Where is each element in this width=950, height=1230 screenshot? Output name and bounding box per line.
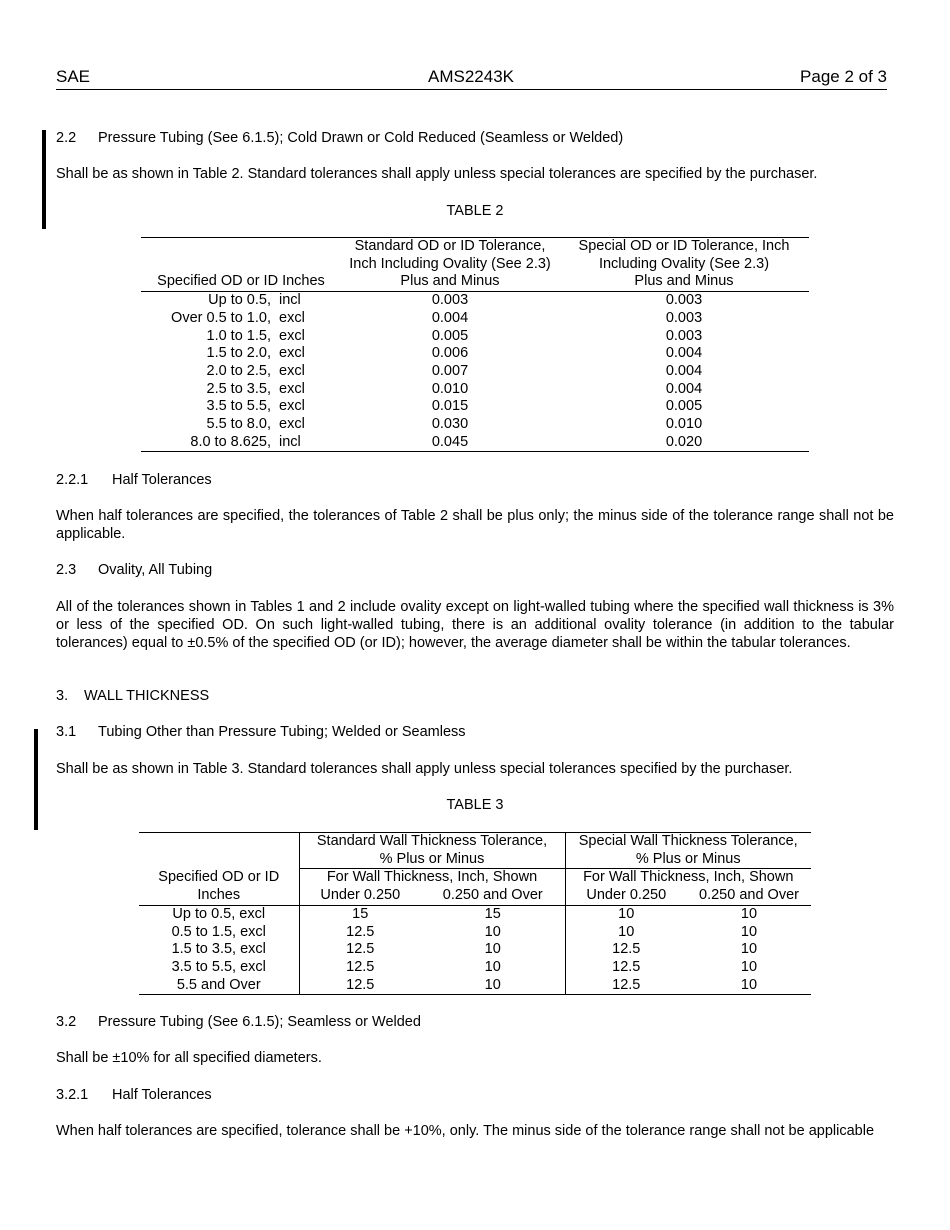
range-value: 1.0 to 1.5,	[206, 327, 271, 344]
special-cell: 0.004	[665, 380, 703, 397]
range-cell: 3.5 to 5.5, excl	[139, 959, 299, 977]
standard-cell: 0.010	[431, 380, 469, 397]
range-value: 3.5 to 5.5,	[206, 398, 271, 415]
table3-header-standard	[299, 833, 565, 869]
section-title: Tubing Other than Pressure Tubing; Welded or Seamless	[98, 724, 466, 740]
range-value: 5.5 to 8.0,	[206, 416, 271, 433]
section-number: 2.3	[56, 562, 77, 578]
table-row	[141, 292, 809, 310]
section-number: 3.	[56, 688, 69, 704]
standard-cell: 0.003	[431, 292, 469, 309]
special-cell: 0.003	[665, 327, 703, 344]
range-value: 1.5 to 2.0,	[206, 345, 271, 362]
range-value: 2.0 to 2.5,	[206, 362, 271, 379]
spc-under-cell: 10	[618, 905, 635, 922]
section-heading-3-1	[56, 723, 466, 741]
standard-cell: 0.006	[431, 345, 469, 362]
spc-under-cell: 10	[618, 923, 635, 940]
header-line: Plus and Minus	[634, 273, 734, 290]
header-line: % Plus or Minus	[379, 850, 485, 867]
paragraph-3-2: Shall be ±10% for all specified diameters.	[56, 1050, 322, 1066]
revision-bar	[34, 729, 38, 830]
table-row	[139, 924, 811, 942]
spc-under-cell: 12.5	[612, 941, 641, 958]
standard-cell: 0.007	[431, 362, 469, 379]
range-value: Over 0.5 to 1.0,	[171, 309, 271, 326]
section-number: 2.2.1	[56, 472, 89, 488]
standard-cell: 0.005	[431, 327, 469, 344]
table3-subheader-special: For Wall Thickness, Inch, Shown	[583, 869, 794, 886]
section-number: 3.1	[56, 724, 77, 740]
table-row	[141, 345, 809, 363]
table-row	[139, 977, 811, 995]
range-qualifier: excl	[279, 309, 305, 326]
special-cell: 0.003	[665, 292, 703, 309]
std-over-cell: 10	[421, 941, 565, 959]
standard-cell: 0.030	[431, 416, 469, 433]
special-cell: 0.003	[665, 309, 703, 326]
table-row	[139, 941, 811, 959]
table3-header-spc-under: Under 0.250	[565, 887, 687, 905]
range-cell	[141, 434, 341, 452]
section-heading-3-2-1	[56, 1086, 212, 1104]
standard-cell: 0.004	[431, 309, 469, 326]
page-header	[56, 67, 887, 90]
range-cell	[141, 310, 341, 328]
std-under-cell: 15	[352, 905, 369, 922]
header-line: Inch Including Ovality (See 2.3)	[349, 255, 551, 272]
section-title: Pressure Tubing (See 6.1.5); Seamless or Welded	[98, 1014, 421, 1030]
std-under-cell: 12.5	[346, 941, 375, 958]
table-row	[141, 434, 809, 452]
special-cell: 0.005	[665, 398, 703, 415]
section-title: Pressure Tubing (See 6.1.5); Cold Drawn or Cold Reduced (Seamless or Welded)	[98, 130, 624, 146]
special-cell: 0.010	[665, 416, 703, 433]
spc-over-cell: 10	[740, 905, 758, 922]
range-value: 8.0 to 8.625,	[190, 433, 271, 450]
range-value: 2.5 to 3.5,	[206, 380, 271, 397]
spc-over-cell: 10	[740, 923, 758, 940]
range-cell: Up to 0.5, excl	[139, 905, 299, 923]
section-heading-2-2-1	[56, 471, 212, 489]
header-line: Standard Wall Thickness Tolerance,	[316, 833, 548, 849]
std-under-cell: 12.5	[346, 923, 375, 940]
section-number: 3.2.1	[56, 1087, 89, 1103]
spc-over-cell: 10	[740, 976, 758, 993]
table-row	[139, 959, 811, 977]
table3-header-std-over: 0.250 and Over	[421, 887, 565, 905]
header-line: Including Ovality (See 2.3)	[598, 255, 770, 272]
table2-caption: TABLE 2	[446, 203, 504, 219]
section-title: Half Tolerances	[112, 472, 212, 488]
section-heading-3-2	[56, 1013, 421, 1031]
paragraph-2-2-1: When half tolerances are specified, the tolerances of Table 2 shall be plus only; the minus side of the tolerance range shall not be applicable.	[56, 508, 894, 542]
table-row	[141, 363, 809, 381]
std-over-cell: 10	[421, 977, 565, 995]
special-cell: 0.020	[665, 433, 703, 450]
header-line: Special Wall Thickness Tolerance,	[578, 833, 798, 849]
spc-under-cell: 12.5	[612, 958, 641, 975]
special-cell: 0.004	[665, 362, 703, 379]
table-3	[139, 832, 811, 995]
paragraph-2-3: All of the tolerances shown in Tables 1 and 2 include ovality except on light-walled tubing where the specified wall thickness is 3% or less of the specified OD. On such light-walled tubing, there is an additional ovality tolerance (in addition to the tabular tolerances) equal to ±0.5% of the specified OD (or ID); however, the average diameter shall be within the tabular tolerances.	[56, 599, 894, 651]
range-qualifier: excl	[279, 345, 305, 362]
standard-cell: 0.045	[431, 433, 469, 450]
range-cell	[141, 416, 341, 434]
paragraph-3-1: Shall be as shown in Table 3. Standard tolerances shall apply unless special tolerances specified by the purchaser.	[56, 761, 793, 777]
section-title: Ovality, All Tubing	[98, 562, 213, 578]
range-qualifier: incl	[279, 292, 301, 309]
range-cell	[141, 328, 341, 346]
header-line: Plus and Minus	[400, 273, 500, 290]
range-cell: 1.5 to 3.5, excl	[139, 941, 299, 959]
paragraph-3-2-1: When half tolerances are specified, tolerance shall be +10%, only. The minus side of the tolerance range shall not be applicable	[56, 1123, 875, 1139]
header-line: Special OD or ID Tolerance, Inch	[578, 238, 790, 254]
table2-header-size: Specified OD or ID Inches	[141, 238, 341, 292]
std-under-cell: 12.5	[346, 976, 375, 993]
table-row	[141, 328, 809, 346]
range-value: Up to 0.5,	[208, 292, 271, 309]
range-cell	[141, 398, 341, 416]
header-line: Inches	[197, 887, 241, 904]
std-under-cell: 12.5	[346, 958, 375, 975]
paragraph-2-2: Shall be as shown in Table 2. Standard tolerances shall apply unless special tolerances are specified by the purchaser.	[56, 166, 818, 182]
range-qualifier: excl	[279, 398, 305, 415]
std-over-cell: 10	[421, 924, 565, 942]
range-cell	[141, 345, 341, 363]
table2-header-standard	[341, 238, 559, 292]
table-row	[139, 905, 811, 923]
header-page-number: Page 2 of 3	[800, 67, 887, 86]
range-cell	[141, 292, 341, 310]
range-cell	[141, 363, 341, 381]
table3-header-spc-over: 0.250 and Over	[687, 887, 811, 905]
section-heading-2-2	[56, 129, 623, 147]
spc-under-cell: 12.5	[612, 976, 641, 993]
header-line: % Plus or Minus	[635, 850, 741, 867]
section-number: 3.2	[56, 1014, 77, 1030]
table-row	[141, 381, 809, 399]
table3-caption: TABLE 3	[446, 797, 504, 813]
header-line: Standard OD or ID Tolerance,	[354, 238, 546, 254]
range-cell: 5.5 and Over	[139, 977, 299, 995]
range-qualifier: excl	[279, 380, 305, 397]
special-cell: 0.004	[665, 345, 703, 362]
table-row	[141, 310, 809, 328]
table-row	[141, 416, 809, 434]
range-cell: 0.5 to 1.5, excl	[139, 924, 299, 942]
spc-over-cell: 10	[740, 941, 758, 958]
table3-subheader-standard: For Wall Thickness, Inch, Shown	[299, 869, 565, 887]
std-over-cell: 10	[421, 959, 565, 977]
table3-header-special	[565, 833, 811, 869]
table2-header-special	[559, 238, 809, 292]
range-cell	[141, 381, 341, 399]
section-title: WALL THICKNESS	[84, 688, 210, 704]
range-qualifier: excl	[279, 416, 305, 433]
range-qualifier: excl	[279, 327, 305, 344]
header-doc-number: AMS2243K	[428, 67, 514, 86]
table-2	[141, 237, 809, 452]
range-qualifier: excl	[279, 362, 305, 379]
spc-over-cell: 10	[740, 958, 758, 975]
header-org: SAE	[56, 67, 91, 86]
section-number: 2.2	[56, 130, 77, 146]
section-title: Half Tolerances	[112, 1087, 212, 1103]
range-qualifier: incl	[279, 433, 301, 450]
std-over-cell: 15	[421, 905, 565, 923]
standard-cell: 0.015	[431, 398, 469, 415]
table3-header-std-under: Under 0.250	[299, 887, 421, 905]
section-heading-2-3	[56, 561, 212, 579]
header-line: Specified OD or ID	[158, 869, 280, 886]
section-heading-3	[56, 687, 209, 705]
table-row	[141, 398, 809, 416]
table3-header-size	[139, 833, 299, 906]
